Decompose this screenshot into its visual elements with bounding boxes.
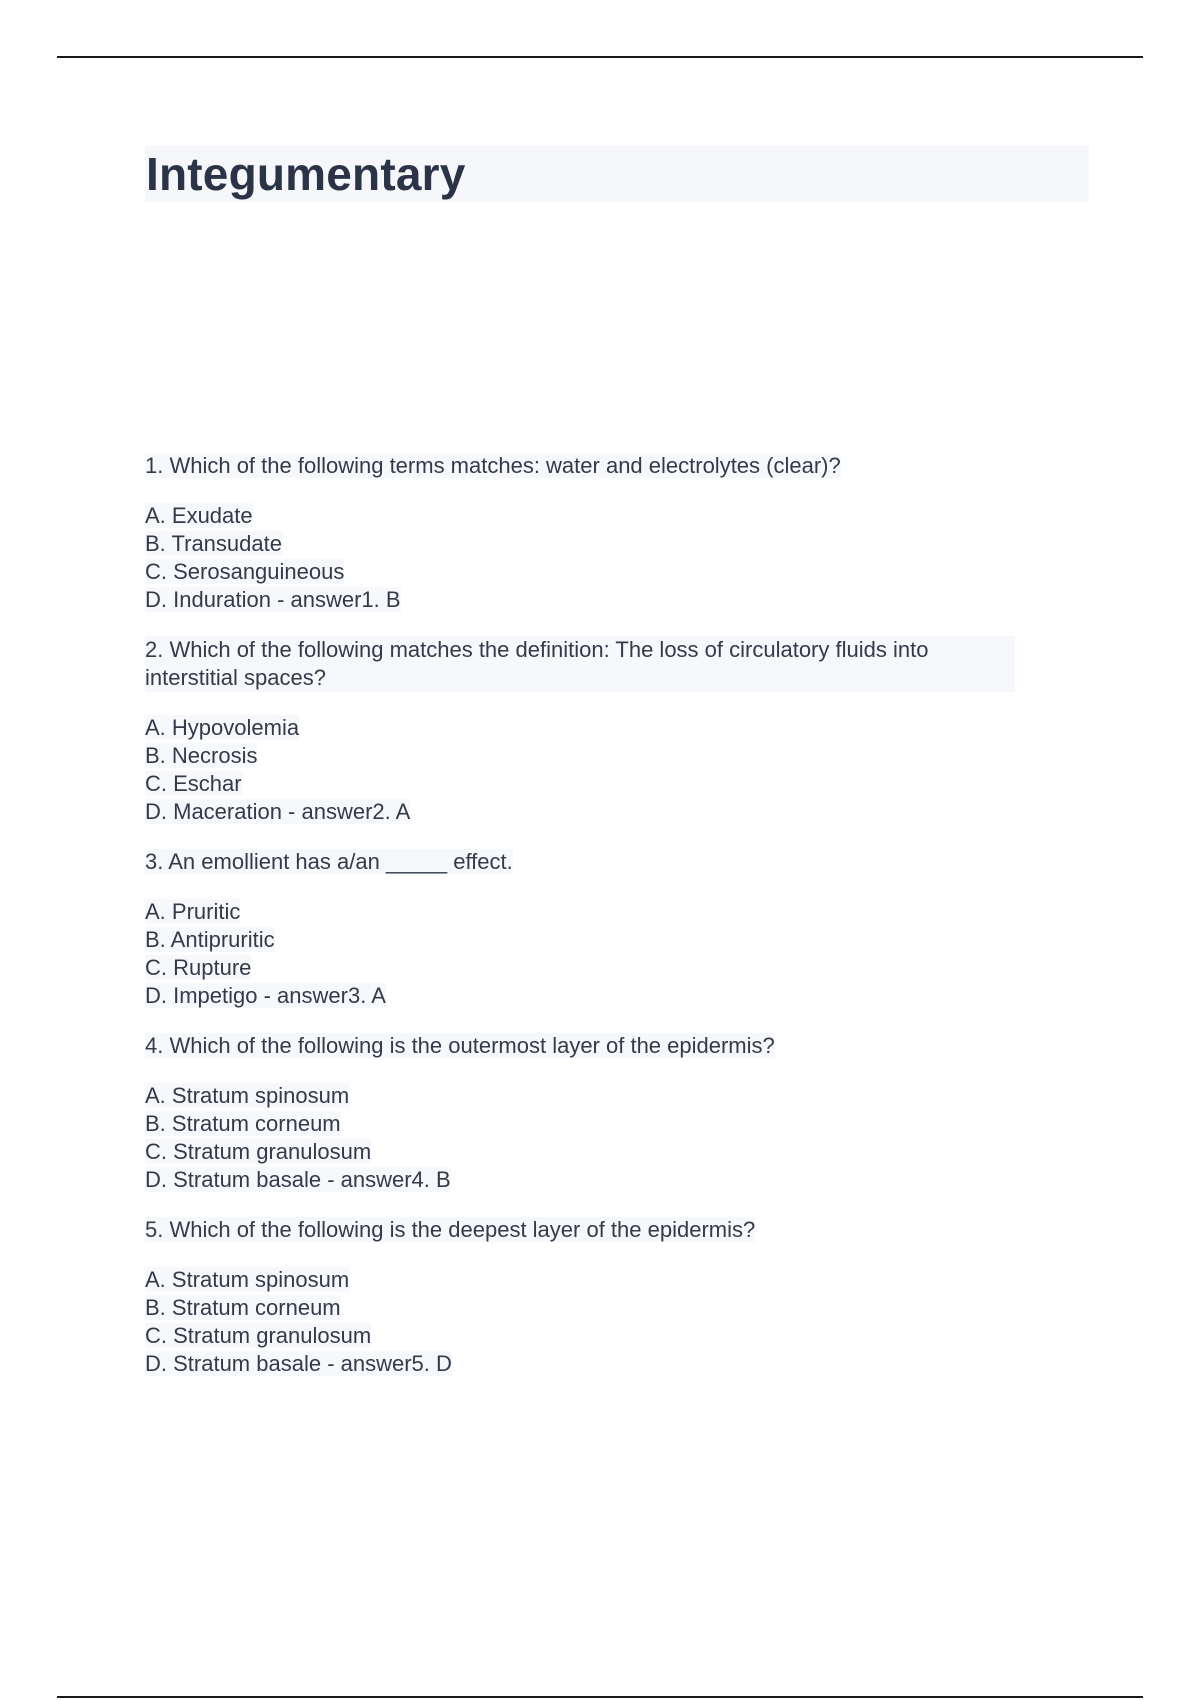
option-d-answer: D. Maceration - answer2. A [145,799,411,824]
option-b: B. Stratum corneum [145,1111,341,1136]
option-a: A. Stratum spinosum [145,1267,350,1292]
question-1 [145,452,1045,614]
option-c: C. Stratum granulosum [145,1139,372,1164]
question-3 [145,848,1045,1010]
option-list [145,1082,1045,1194]
option-d-answer: D. Stratum basale - answer4. B [145,1167,451,1192]
question-text: 5. Which of the following is the deepest layer of the epidermis? [145,1217,756,1242]
question-text: 1. Which of the following terms matches: water and electrolytes (clear)? [145,453,841,478]
option-a: A. Exudate [145,503,253,528]
option-c: C. Stratum granulosum [145,1323,372,1348]
option-d-answer: D. Impetigo - answer3. A [145,983,386,1008]
option-list [145,1266,1045,1378]
question-list [145,452,1045,1400]
option-c: C. Eschar [145,771,242,796]
option-d-answer: D. Induration - answer1. B [145,587,401,612]
option-a: A. Hypovolemia [145,715,300,740]
option-list [145,898,1045,1010]
option-list [145,502,1045,614]
question-text: 3. An emollient has a/an _____ effect. [145,849,513,874]
option-b: B. Antipruritic [145,927,275,952]
option-a: A. Stratum spinosum [145,1083,350,1108]
option-list [145,714,1045,826]
bottom-rule [57,1696,1143,1698]
option-b: B. Necrosis [145,743,258,768]
option-c: C. Serosanguineous [145,559,345,584]
question-4 [145,1032,1045,1194]
option-d-answer: D. Stratum basale - answer5. D [145,1351,452,1376]
question-2 [145,636,1045,826]
question-text: 4. Which of the following is the outermost layer of the epidermis? [145,1033,775,1058]
question-text: 2. Which of the following matches the definition: The loss of circulatory fluids into interstitial spaces? [145,636,1015,692]
top-rule [57,56,1143,58]
option-a: A. Pruritic [145,899,241,924]
option-c: C. Rupture [145,955,252,980]
question-5 [145,1216,1045,1378]
option-b: B. Stratum corneum [145,1295,341,1320]
option-b: B. Transudate [145,531,282,556]
page-title: Integumentary [146,148,466,200]
